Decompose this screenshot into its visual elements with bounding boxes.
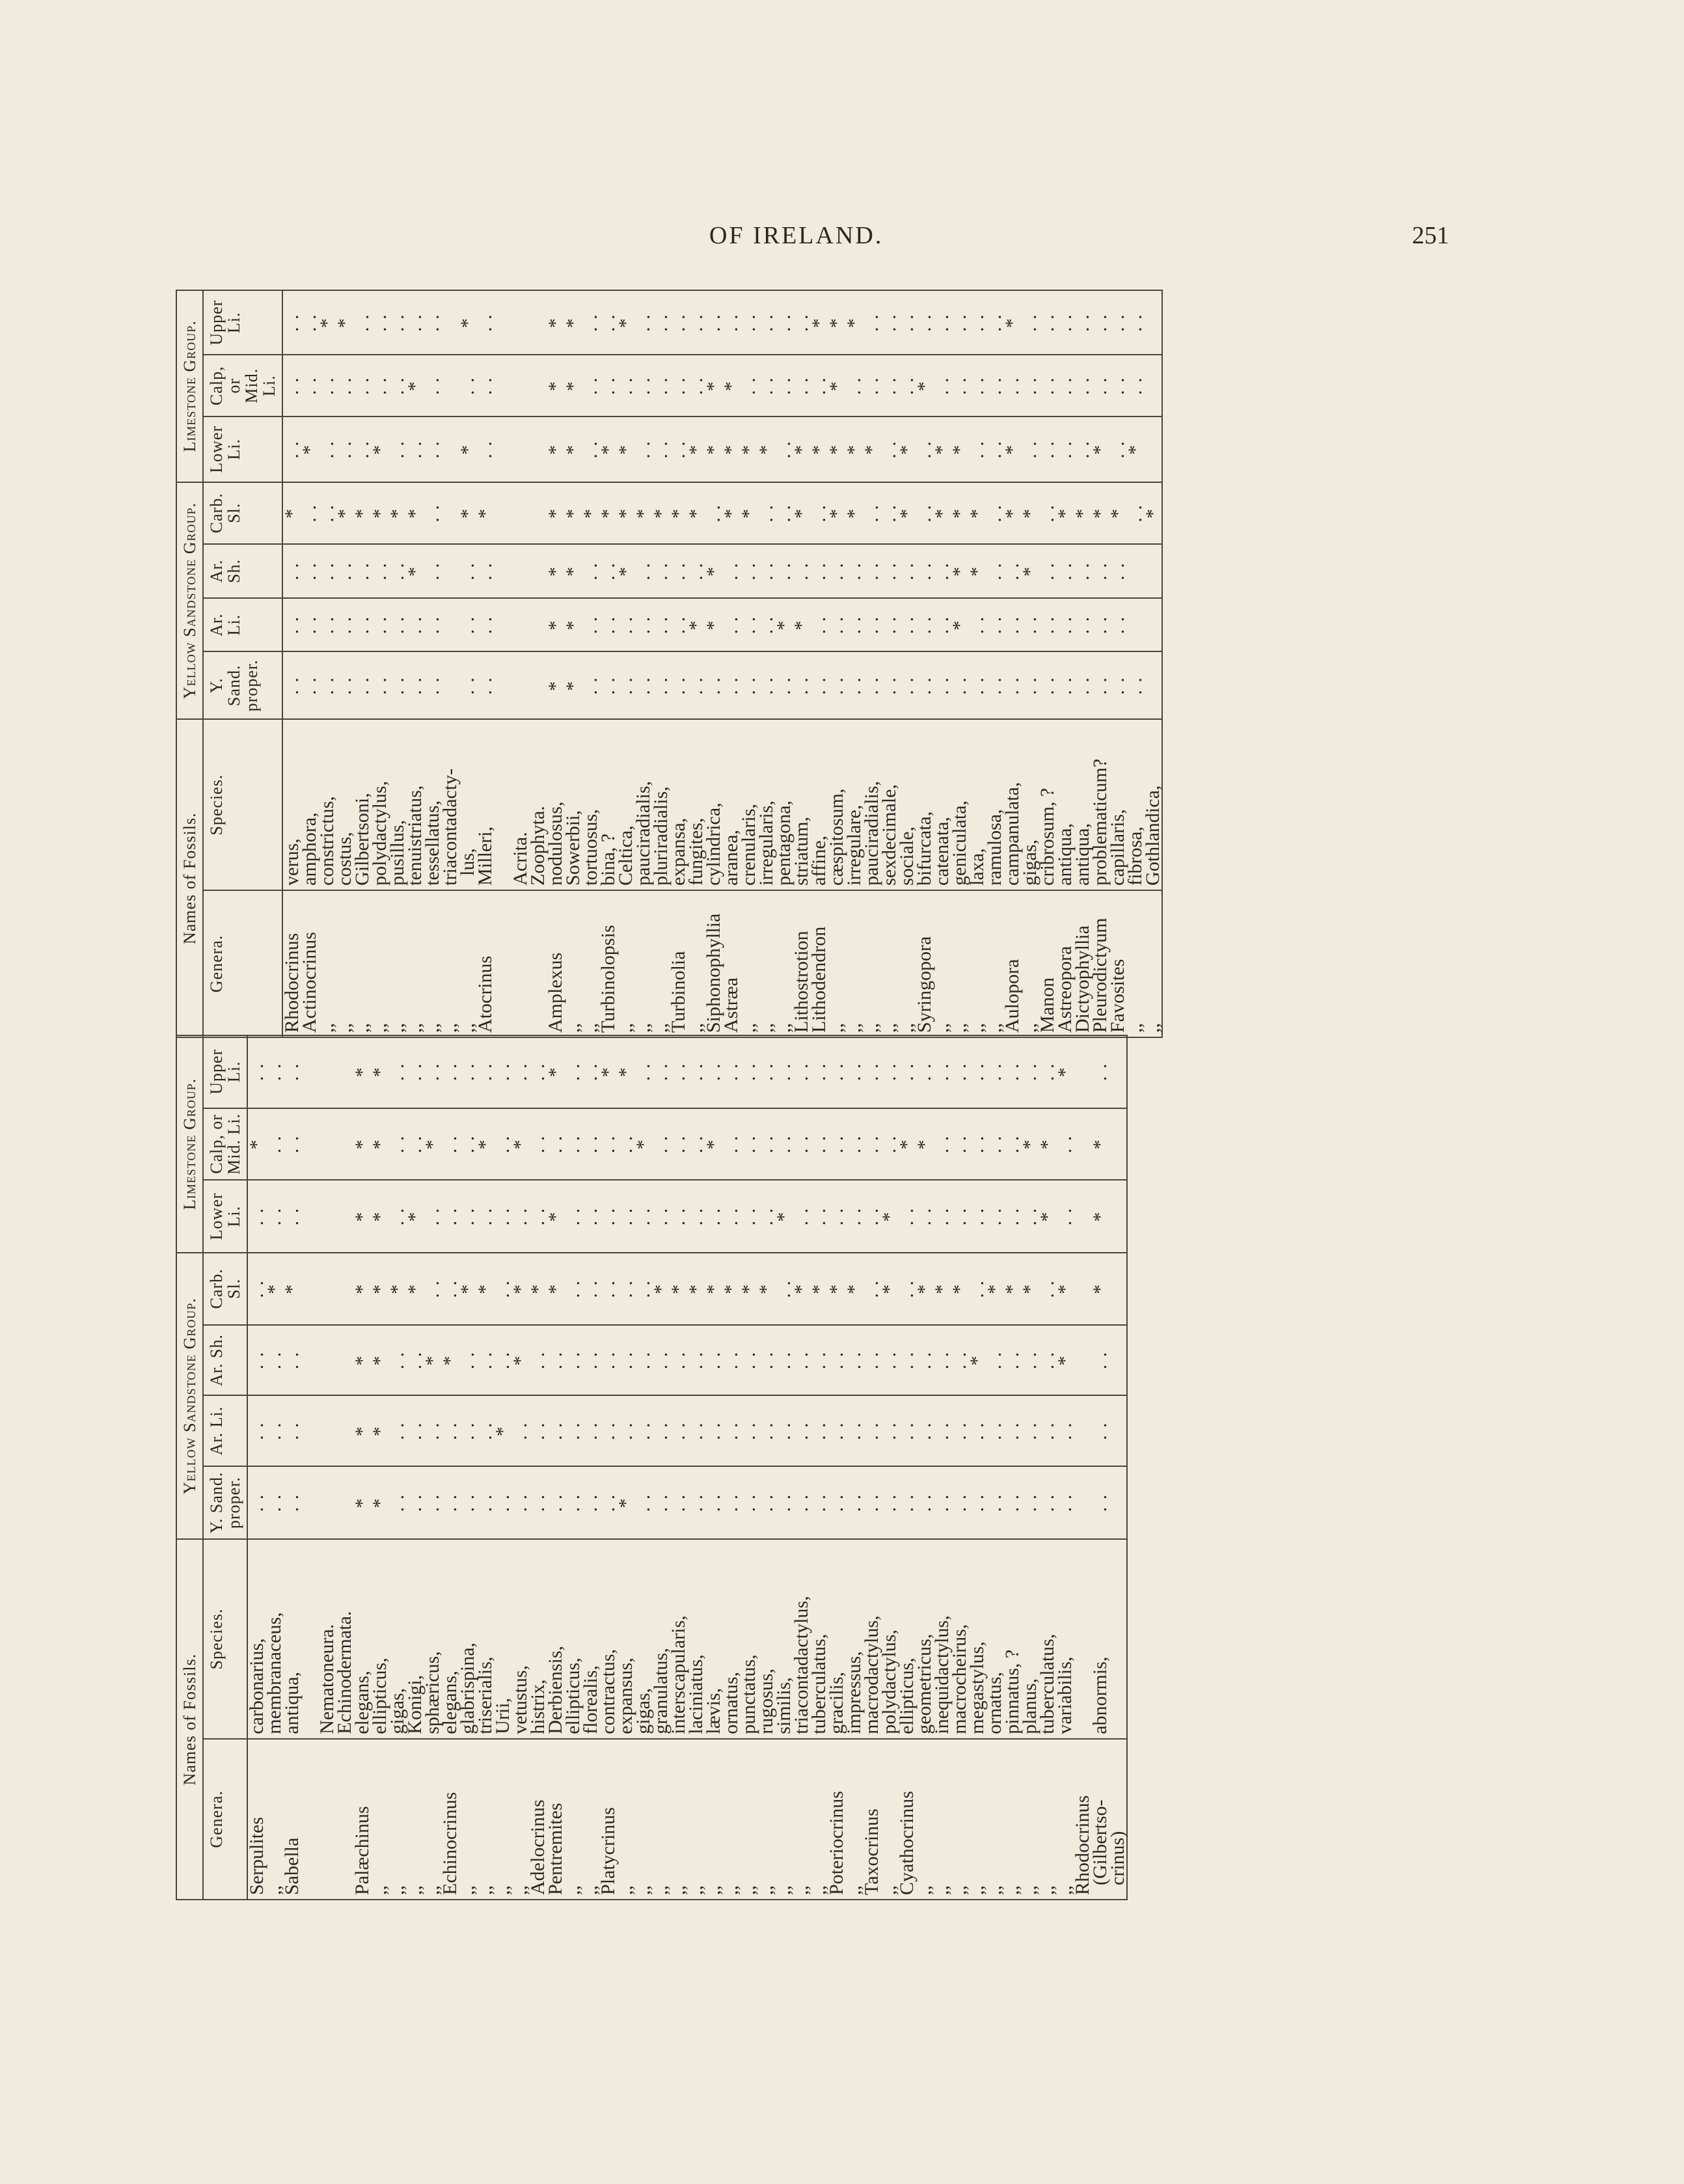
species-column: carbonarius, membranaceus, antiqua, Nematoneura. Echinodermata. elegans, ellipticus, gigas, Konigi, sphæricus, elegans, glabrispina, triserialis, Urii, vetustus, histrix, Derbiensis, ellipticus, florealis, contractus, expansus, gigas, granulatus, interscapularis, laciniatus, lævis, ornatus, punctatus, rugosus, similis, triacontadactylus, tuberculatus, gracilis, impressus, macrodactylus, polydactylus, ellipticus, geometricus, inequidactylus, macrocheirus, megastylus, ornatus, pinnatus, ? planus, tuberculatus, variabilis, abnormis, — [247, 1539, 1127, 1739]
genera-column: Serpulites ,, Sabella Palæchinus ,, ,, ,, ,, Echinocrinus ,, ,, ,, ,, Adelocrinus Pentremites ,, ,, Platycrinus ,, ,, ,, ,, ,, ,, ,, ,, ,, ,, ,, ,, Poteriocrinus ,, Taxocrinus ,, Cyathocrinus ,, ,, ,, ,, ,, ,, ,, ,, ,, Rhodocrinus (Gilbertso- crinus) — [247, 1739, 1127, 1900]
species-column: verus, amphora, constrictus, costus, Gilbertsoni, polydactylus, pusillus, tenuistriatus, tessellatus, triacontadacty- lus, Milleri, Acrita. Zoophyta. nodulosus, Sowerbii, tortuosus, bina, ? Celtica, pauciradialis, pluriradialis, expansa, fungites, cylindrica, aranea, crenularis, irregularis, pentagona, striatum, affine, cæspitosum, irregulare, pauciradialis, sexdecimale, sociale, bifurcata, catenata, geniculata, laxa, ramulosa, campanulata, gigas, cribrosum, ? antiqua, antiqua, problematicum? capillaris, fibrosa, Gothlandica, — [282, 719, 1162, 890]
ar-li-header: Ar. Li. — [203, 1395, 247, 1466]
column-header-row — [203, 1035, 247, 1900]
upper-li-header: Upper Li. — [203, 290, 282, 355]
running-head: OF IRELAND. — [709, 222, 884, 249]
y-sand-proper-column: . . . . . . . . . . . . . . . . . . . . . . * * . . . . . . . . . . . . . . . . . . . . . . . . . . . . . . . . . . . . . . . . . . . . . . . . . . . . . . . . . . . . . . . . — [282, 651, 1162, 719]
y-sand-proper-column: . . . . . . * * . . . . . . . . . . . . . . . . . . . . . . . . . . * . . . . . . . . . . . . . . . . . . . . . . . . . . . . . . . . . . . . . . . . . . . . . . . . . . . . — [247, 1466, 1127, 1539]
calp-mid-li-column: * . . . . * * . . . . * . . . . * . . * . . . . . . . . . . . . * . . . . . . * . . . . . . . . . . . . . . . . . . . . * * . . . . . . . . . . * * . . * — [247, 1108, 1127, 1181]
yellow-sandstone-group-header: Yellow Sandstone Group. — [176, 1253, 203, 1539]
lower-li-header: Lower Li. — [203, 416, 282, 482]
calp-mid-li-column: . . . . . . . . . . . . . . * . . . . . . * * . . . . . . . . . . . . . . * * . . . . . . . . . . * . . . . . . . . * . . . . . . . . . . . . . . . . . . . . . . . . — [282, 355, 1162, 416]
ar-li-column: . . . . . . * * . . . . . . . . . . . . * . . . . . . . . . . . . . . . . . . . . . . . . . . . . . . . . . . . . . . . . . . . . . . . . . . . . . . . . . . . . . . . . . . — [247, 1395, 1127, 1466]
carb-sl-header: Carb. Sl. — [203, 482, 282, 544]
fossil-table-bottom — [176, 1035, 1477, 1900]
fossil-table — [176, 290, 1163, 1038]
limestone-group-header: Limestone Group. — [176, 1035, 203, 1253]
ar-sh-header: Ar. Sh. — [203, 1325, 247, 1396]
fossil-table-top — [176, 290, 1477, 1038]
ar-li-column: . . . . . . . . . . . . . . . . . . . . . . * * . . . . . . . . . . . . * * . . . . . . * * . . . . . . . . . . . . . . . . * . . . . . . . . . . . . . . . . . . — [282, 598, 1162, 651]
upper-li-column: . . . . * * . . . . . . . . . . * . . * * . . . . * . . . . . . . . . . . . . . . . . . . . * * * . . . . . . . . . . . . . . . . * . . . . . . . . . . . . . . — [282, 290, 1162, 355]
species-header: Species. — [203, 1539, 247, 1739]
ar-sh-column: . . . . . . * * . . . . * * . . . . . . * . . . . . . . . . . . . . . . . . . . . . . . . . . . . . . . . . . . . . . . . . . . . . . . . . . * . . . . . . . . * . . — [247, 1325, 1127, 1396]
calp-mid-li-header: Calp, or Mid. Li. — [203, 1108, 247, 1181]
lower-li-header: Lower Li. — [203, 1180, 247, 1253]
y-sand-proper-header: Y. Sand. proper. — [203, 1466, 247, 1539]
fossil-table — [176, 1035, 1128, 1900]
upper-li-header: Upper Li. — [203, 1035, 247, 1108]
upper-li-column: . . . . . . * * . . . . . . . . . . . . . . . . . . * . . . . * * . . . . . . . . . . . . . . . . . . . . . . . . . . . . . . . . . . . . . . . . . . . . . . . . * . . — [247, 1035, 1127, 1108]
page-number: 251 — [1412, 222, 1449, 249]
lower-li-column: . . * . . . . . . * . . . . . . * . . * * . . * * . . . . . . * * * * * . . * * * * * . . * . . * * . . . . * . . . . . . . . * . . * — [282, 416, 1162, 482]
y-sand-proper-header: Y. Sand. proper. — [203, 651, 282, 719]
limestone-group-header: Limestone Group. — [176, 290, 203, 482]
ar-sh-column: . . . . . . . . . . . . . . * . . . . . . * * . . . . * . . . . . . . . * . . . . . . . . . . . . . . . . . . . . . . . . . . * * . . . . * . . . . . . . . . . — [282, 544, 1162, 598]
genera-column: Rhodocrinus Actinocrinus ,, ,, ,, ,, ,, ,, ,, ,, ,, Atocrinus Amplexus ,, ,, Turbinolopsis ,, ,, ,, Turbinolia ,, Siphonophyllia Astræa ,, ,, ,, Lithostrotion Lithodendron ,, ,, ,, ,, ,, Syringopora ,, ,, ,, ,, Aulopora ,, Manon Astreopora Dictyophyllia Pleurodictyum Favosites ,, ,, — [282, 890, 1162, 1037]
carb-sl-column: . . * * * * * * . . . . * * . . * * * . . . . . . . . . . * * * * * * * . . * * * * . . * . . * * * . . * * * . . * * — [247, 1253, 1127, 1325]
carb-sl-column: * . . . . * * * * * . . * * * * * * * * * * * . . * * . . . . * . . * * . . . . * . . * * * . . * * . . * * * * . . * — [282, 482, 1162, 544]
calp-mid-li-header: Calp, or Mid. Li. — [203, 355, 282, 416]
table-body-row — [247, 1035, 1127, 1900]
column-header-row — [203, 290, 282, 1037]
ar-li-header: Ar. Li. — [203, 598, 282, 651]
group-header-row — [176, 1035, 203, 1900]
genera-header: Genera. — [203, 890, 282, 1037]
genera-header: Genera. — [203, 1739, 247, 1900]
names-of-fossils-header: Names of Fossils. — [176, 719, 203, 1037]
lower-li-column: . . . . . . * * . . * . . . . . . . . . . . . . . * . . . . . . . . . . . . . . . . . . . . . . . . * . . . . . . . . . . * . . . . . . . . . . . . . . . . * . . * — [247, 1180, 1127, 1253]
names-of-fossils-header: Names of Fossils. — [176, 1539, 203, 1900]
species-header: Species. — [203, 719, 282, 890]
yellow-sandstone-group-header: Yellow Sandstone Group. — [176, 482, 203, 720]
table-body-row — [282, 290, 1162, 1037]
ar-sh-header: Ar. Sh. — [203, 544, 282, 598]
carb-sl-header: Carb. Sl. — [203, 1253, 247, 1325]
group-header-row — [176, 290, 203, 1037]
